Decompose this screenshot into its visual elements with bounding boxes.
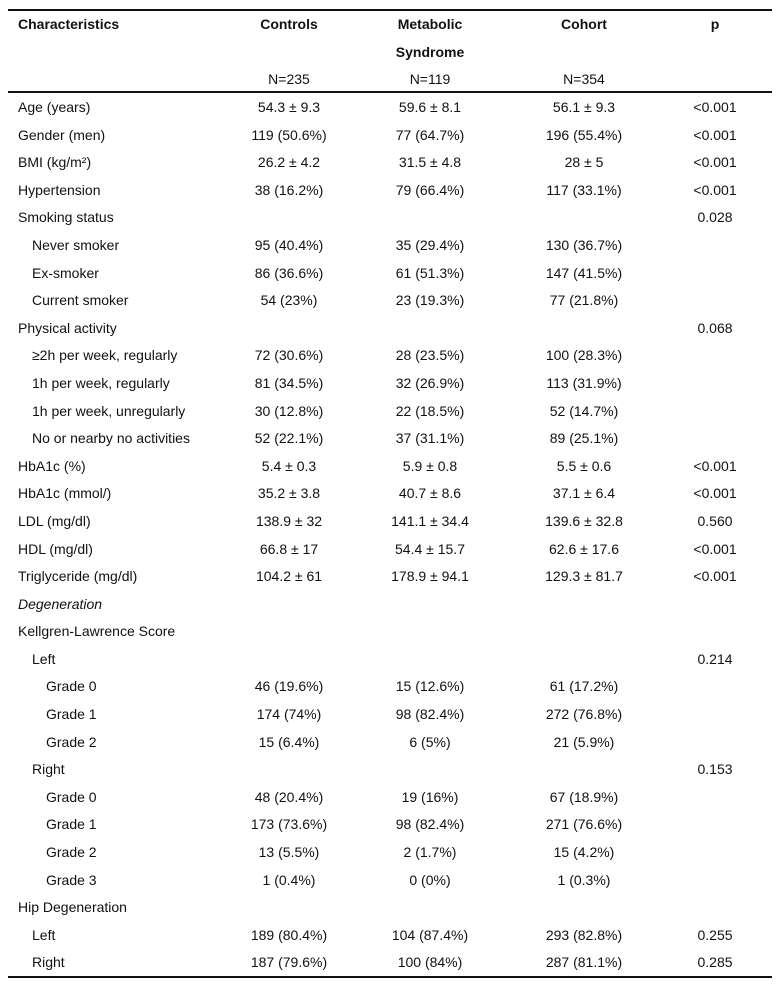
table-row (8, 810, 772, 838)
row-label: HDL (mg/dl) (18, 540, 93, 557)
cohort-value: 52 (14.7%) (549, 402, 619, 419)
table-row (8, 921, 772, 949)
table-body (8, 93, 772, 976)
cohort-value: 15 (4.2%) (553, 844, 615, 861)
row-label: Hip Degeneration (18, 899, 127, 916)
controls-value: 173 (73.6%) (250, 816, 328, 833)
p-value: 0.285 (697, 954, 733, 971)
p-value: <0.001 (693, 457, 737, 474)
row-label: Left (32, 926, 56, 943)
row-label: Degeneration (18, 595, 103, 612)
row-label: Grade 3 (46, 871, 97, 888)
cohort-value: 196 (55.4%) (545, 126, 623, 143)
metabolic-value: 79 (66.4%) (395, 181, 465, 198)
cohort-value: 77 (21.8%) (549, 292, 619, 309)
metabolic-value: 141.1 ± 34.4 (391, 512, 469, 529)
metabolic-value: 23 (19.3%) (395, 292, 465, 309)
row-label: Hypertension (18, 181, 101, 198)
controls-value: 30 (12.8%) (254, 402, 324, 419)
row-label: Kellgren-Lawrence Score (18, 623, 176, 640)
table-row (8, 286, 772, 314)
controls-value: 95 (40.4%) (254, 236, 324, 253)
row-label: Never smoker (32, 236, 120, 253)
p-value: 0.153 (697, 761, 733, 778)
row-label: Physical activity (18, 319, 117, 336)
controls-value: 189 (80.4%) (250, 926, 328, 943)
cohort-value: 130 (36.7%) (545, 236, 623, 253)
table-row (8, 479, 772, 507)
row-label: Current smoker (32, 292, 129, 309)
metabolic-value: 40.7 ± 8.6 (398, 485, 462, 502)
table-row (8, 507, 772, 535)
table-row (8, 369, 772, 397)
cohort-value: 293 (82.8%) (545, 926, 623, 943)
n-metabolic: N=119 (409, 71, 451, 87)
metabolic-value: 35 (29.4%) (395, 236, 465, 253)
p-value: <0.001 (693, 99, 737, 115)
table-row (8, 617, 772, 645)
p-value: <0.001 (693, 154, 737, 171)
controls-value: 54 (23%) (260, 292, 318, 309)
metabolic-value: 104 (87.4%) (391, 926, 469, 943)
row-label: LDL (mg/dl) (18, 512, 91, 529)
metabolic-value: 5.9 ± 0.8 (402, 457, 458, 474)
cohort-value: 5.5 ± 0.6 (556, 457, 612, 474)
metabolic-value: 37 (31.1%) (395, 430, 465, 447)
cohort-value: 129.3 ± 81.7 (545, 568, 623, 585)
metabolic-value: 32 (26.9%) (395, 374, 465, 391)
header-controls: Controls (260, 16, 318, 32)
row-label: Age (years) (18, 99, 91, 115)
metabolic-value: 31.5 ± 4.8 (398, 154, 462, 171)
cohort-value: 28 ± 5 (564, 154, 604, 171)
n-controls: N=235 (268, 71, 310, 87)
p-value: 0.255 (697, 926, 733, 943)
row-label: Right (32, 954, 65, 971)
cohort-value: 271 (76.6%) (545, 816, 623, 833)
cohort-value: 147 (41.5%) (545, 264, 623, 281)
p-value: <0.001 (693, 126, 737, 143)
cohort-value: 61 (17.2%) (549, 678, 619, 695)
controls-value: 26.2 ± 4.2 (257, 154, 321, 171)
metabolic-value: 61 (51.3%) (395, 264, 465, 281)
p-value: 0.214 (697, 650, 733, 667)
table-row (8, 93, 772, 121)
metabolic-value: 6 (5%) (409, 733, 451, 750)
row-label: Gender (men) (18, 126, 106, 143)
controls-value: 174 (74%) (256, 706, 322, 723)
controls-value: 187 (79.6%) (250, 954, 328, 971)
characteristics-table (8, 9, 772, 978)
controls-value: 35.2 ± 3.8 (257, 485, 321, 502)
cohort-value: 67 (18.9%) (549, 788, 619, 805)
row-label: HbA1c (mmol/) (18, 485, 112, 502)
metabolic-value: 22 (18.5%) (395, 402, 465, 419)
cohort-value: 56.1 ± 9.3 (552, 99, 616, 115)
cohort-value: 100 (28.3%) (545, 347, 623, 364)
p-value: 0.028 (697, 209, 733, 226)
metabolic-value: 178.9 ± 94.1 (391, 568, 469, 585)
row-label: HbA1c (%) (18, 457, 86, 474)
p-value: 0.068 (697, 319, 733, 336)
table-row (8, 866, 772, 894)
metabolic-value: 54.4 ± 15.7 (395, 540, 465, 557)
controls-value: 46 (19.6%) (254, 678, 324, 695)
controls-value: 119 (50.6%) (251, 126, 327, 143)
controls-value: 48 (20.4%) (254, 788, 324, 805)
table-row (8, 948, 772, 976)
metabolic-value: 77 (64.7%) (395, 126, 465, 143)
metabolic-value: 0 (0%) (409, 871, 451, 888)
cohort-value: 1 (0.3%) (557, 871, 611, 888)
table-row (8, 424, 772, 452)
cohort-value: 139.6 ± 32.8 (545, 512, 623, 529)
table-header (8, 11, 772, 93)
controls-value: 52 (22.1%) (254, 430, 324, 447)
table-row (8, 452, 772, 480)
controls-value: 66.8 ± 17 (259, 540, 319, 557)
p-value: <0.001 (693, 568, 737, 585)
metabolic-value: 98 (82.4%) (395, 816, 465, 833)
row-label: BMI (kg/m²) (18, 154, 92, 171)
controls-value: 13 (5.5%) (258, 844, 320, 861)
controls-value: 138.9 ± 32 (255, 512, 323, 529)
metabolic-value: 19 (16%) (401, 788, 459, 805)
header-p: p (710, 16, 720, 32)
table-row (8, 535, 772, 563)
header-metabolic-line1: Metabolic (397, 16, 463, 32)
row-label: Triglyceride (mg/dl) (18, 568, 138, 585)
p-value: <0.001 (693, 485, 737, 502)
row-label: No or nearby no activities (32, 430, 190, 447)
table-row (8, 259, 772, 287)
row-label: 1h per week, regularly (32, 374, 170, 391)
controls-value: 1 (0.4%) (262, 871, 316, 888)
row-label: Right (32, 761, 65, 778)
controls-value: 5.4 ± 0.3 (261, 457, 317, 474)
cohort-value: 89 (25.1%) (549, 430, 619, 447)
controls-value: 86 (36.6%) (254, 264, 324, 281)
table-row (8, 645, 772, 673)
metabolic-value: 2 (1.7%) (403, 844, 457, 861)
p-value: <0.001 (693, 540, 737, 557)
row-label: ≥2h per week, regularly (32, 347, 178, 364)
table-row (8, 893, 772, 921)
table-row (8, 148, 772, 176)
table-row (8, 397, 772, 425)
table-row (8, 672, 772, 700)
row-label: Grade 2 (46, 844, 97, 861)
table-row (8, 176, 772, 204)
controls-value: 81 (34.5%) (254, 374, 324, 391)
header-characteristics: Characteristics (18, 16, 120, 32)
table-row (8, 728, 772, 756)
metabolic-value: 98 (82.4%) (395, 706, 465, 723)
header-metabolic-line2: Syndrome (395, 44, 465, 60)
metabolic-value: 59.6 ± 8.1 (398, 99, 462, 115)
p-value: <0.001 (693, 181, 737, 198)
controls-value: 15 (6.4%) (258, 733, 320, 750)
row-label: Grade 2 (46, 733, 97, 750)
table-row (8, 314, 772, 342)
metabolic-value: 15 (12.6%) (395, 678, 465, 695)
n-cohort: N=354 (563, 71, 605, 87)
row-label: Grade 0 (46, 788, 97, 805)
row-label: Grade 1 (46, 816, 97, 833)
table-row (8, 231, 772, 259)
table-row (8, 203, 772, 231)
metabolic-value: 100 (84%) (397, 954, 463, 971)
row-label: 1h per week, unregularly (32, 402, 186, 419)
row-label: Ex-smoker (32, 264, 99, 281)
p-value: 0.560 (697, 512, 733, 529)
row-label: Left (32, 650, 56, 667)
table-row (8, 783, 772, 811)
cohort-value: 117 (33.1%) (546, 181, 622, 198)
metabolic-value: 28 (23.5%) (395, 347, 465, 364)
table-row (8, 121, 772, 149)
controls-value: 104.2 ± 61 (255, 568, 323, 585)
controls-value: 54.3 ± 9.3 (257, 99, 321, 115)
row-label: Grade 1 (46, 706, 97, 723)
row-label: Smoking status (18, 209, 114, 226)
table-row (8, 562, 772, 590)
table-row (8, 838, 772, 866)
cohort-value: 37.1 ± 6.4 (552, 485, 616, 502)
cohort-value: 113 (31.9%) (546, 374, 622, 391)
cohort-value: 62.6 ± 17.6 (549, 540, 619, 557)
cohort-value: 287 (81.1%) (545, 954, 623, 971)
table-row (8, 700, 772, 728)
cohort-value: 21 (5.9%) (553, 733, 615, 750)
cohort-value: 272 (76.8%) (545, 706, 623, 723)
controls-value: 38 (16.2%) (254, 181, 324, 198)
table-row (8, 590, 772, 618)
controls-value: 72 (30.6%) (254, 347, 324, 364)
table-row (8, 341, 772, 369)
table-row (8, 755, 772, 783)
row-label: Grade 0 (46, 678, 97, 695)
header-cohort: Cohort (561, 16, 607, 32)
